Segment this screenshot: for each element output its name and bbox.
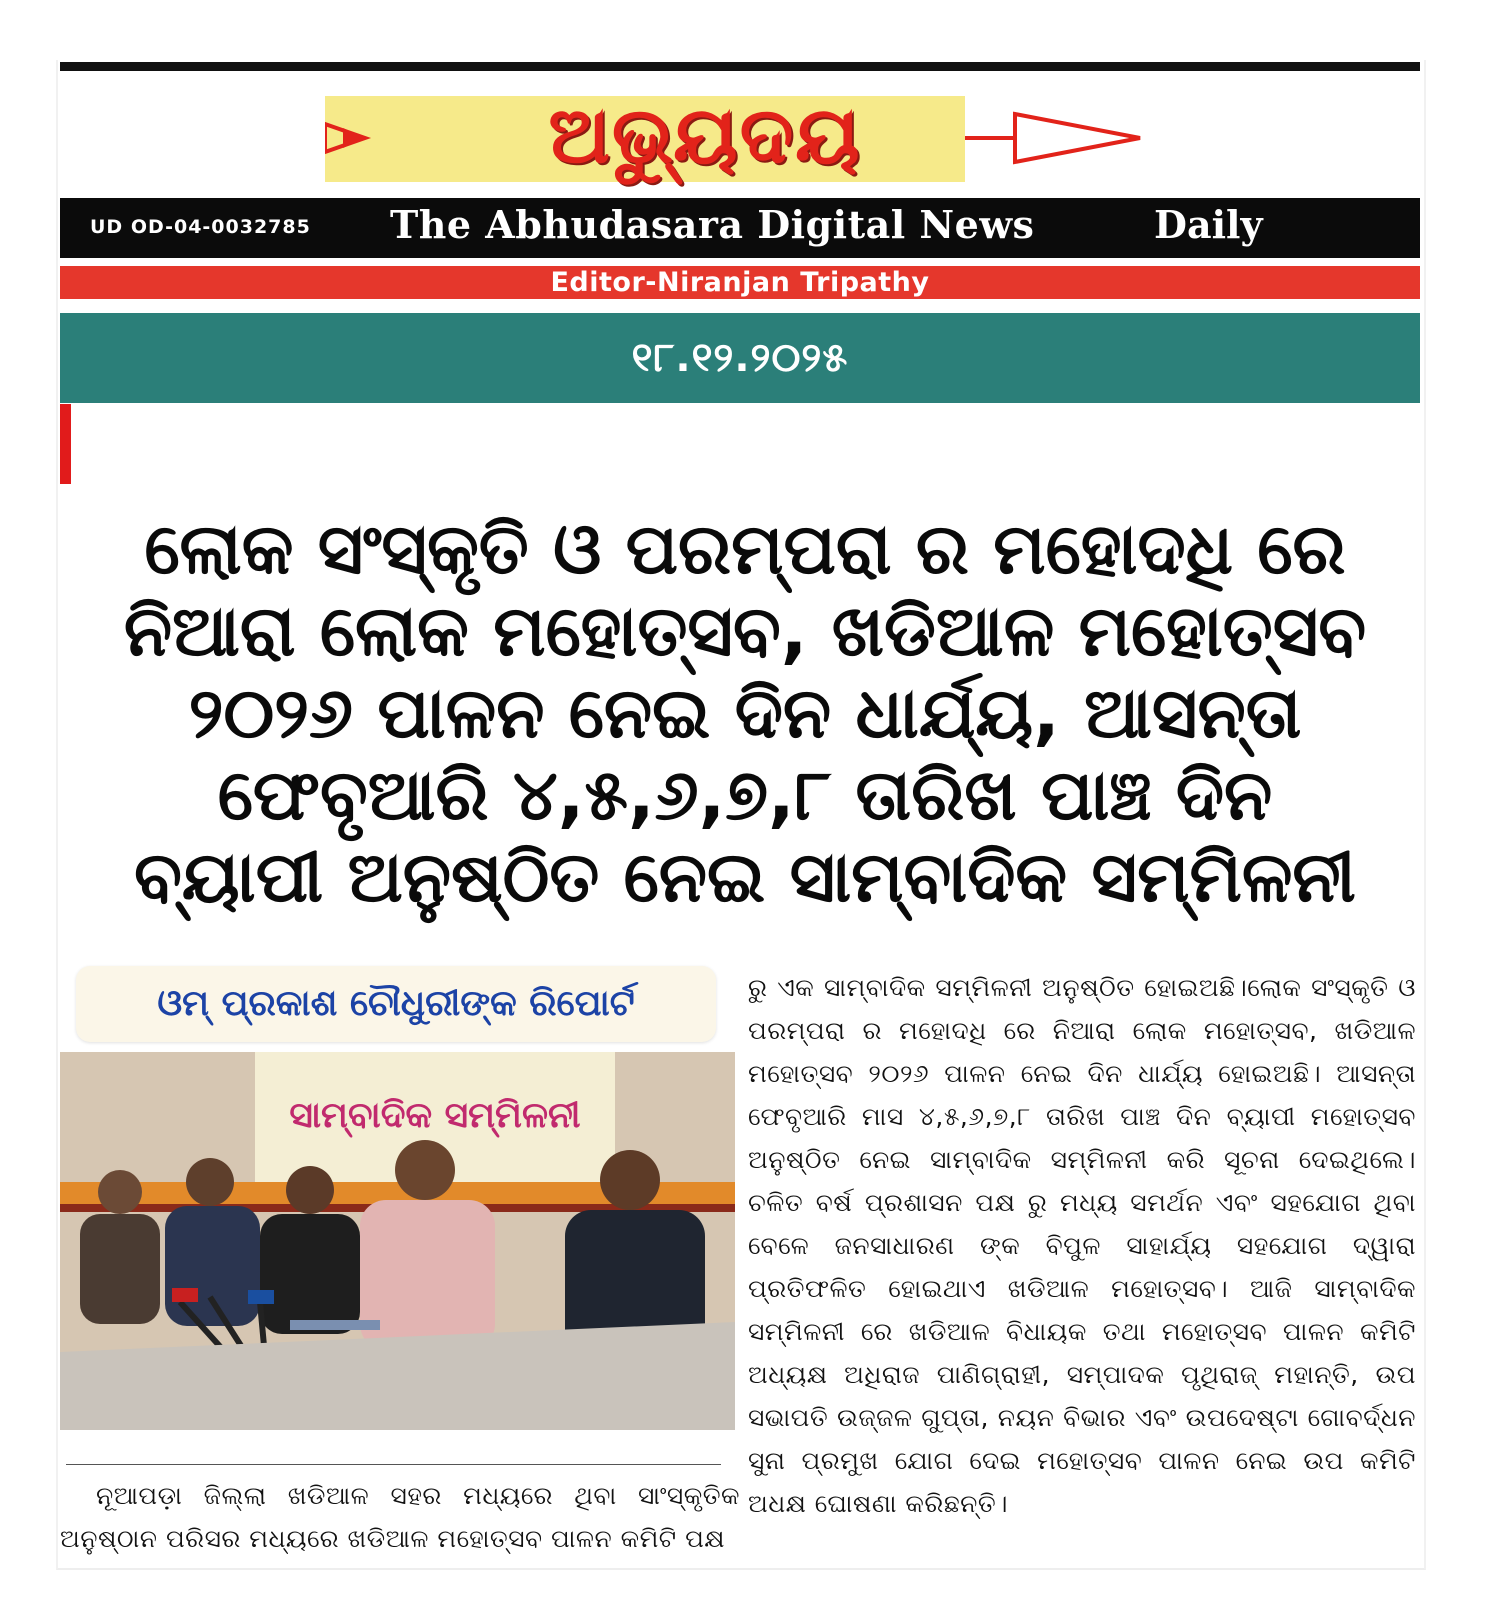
photo-banner-text: ସାମ୍ବାଦିକ ସମ୍ମିଳନୀ [289,1095,581,1136]
editor-bar [60,266,1420,299]
column-rule [66,1464,721,1465]
byline: ଓମ୍ ପ୍ରକାଶ ଚୌଧୁରୀଙ୍କ ରିପୋର୍ଟ [157,983,635,1024]
headline-line: ବ୍ୟାପୀ ଅନୁଷ୍ଠିତ ନେଇ ସାମ୍ବାଦିକ ସମ୍ମିଳନୀ [134,836,1356,918]
headline-line: ଫେବୃଆରି ୪,୫,୬,୭,୮ ତାରିଖ ପାଞ୍ଚ ଦିନ [217,754,1273,836]
headline-line: ୨୦୨୬ ପାଳନ ନେଇ ଦିନ ଧାର୍ଯ୍ୟ, ଆସନ୍ତା [188,672,1302,754]
headline-line: ଲୋକ ସଂସ୍କୃତି ଓ ପରମ୍ପରା ର ମହୋଦଧି ରେ [144,508,1346,590]
date-bar [60,313,1420,403]
masthead-logo [325,80,1165,194]
editor-name: Editor-Niranjan Tripathy [550,267,930,298]
logo-text: ଅଭ୍ୟୁଦୟ [548,90,862,181]
headline-line: ନିଆରା ଲୋକ ମହୋତ୍ସବ, ଖଡିଆଳ ମହୋତ୍ସବ [123,590,1367,672]
publication-frequency: Daily [1154,202,1263,247]
article-body-left: ନୂଆପଡ଼ା ଜିଲ୍ଲା ଖଡିଆଳ ସହର ମଧ୍ୟରେ ଥିବା ସାଂସ୍କୃତିକ ଅନୁଷ୍ଠାନ ପରିସର ମଧ୍ୟରେ ଖଡିଆଳ ମହୋତ୍ସବ ପାଳନ କମିଟି ପକ୍ଷ [60,1481,740,1553]
section-marker [60,404,71,484]
headline [70,508,1420,918]
article-body-right: ରୁ ଏକ ସାମ୍ବାଦିକ ସମ୍ମିଳନୀ ଅନୁଷ୍ଠିତ ହୋଇଅଛି।ଲୋକ ସଂସ୍କୃତି ଓ ପରମ୍ପରା ର ମହୋଦଧି ରେ ନିଆରା ଲୋକ ମହୋତ୍ସବ, ଖଡିଆଳ ମହୋତ୍ସବ ୨୦୨୬ ପାଳନ ନେଇ ଦିନ ଧାର୍ଯ୍ୟ ହୋଇଅଛି। ଆସନ୍ତା ଫେବୃଆରି ମାସ ୪,୫,୬,୭,୮ ତାରିଖ ପାଞ୍ଚ ଦିନ ବ୍ୟାପୀ ମହୋତ୍ସବ ଅନୁଷ୍ଠିତ ନେଇ ସାମ୍ବାଦିକ ସମ୍ମିଳନୀ କରି ସୂଚନା ଦେଇଥିଲେ। ଚଳିତ ବର୍ଷ ପ୍ରଶାସନ ପକ୍ଷ ରୁ ମଧ୍ୟ ସମର୍ଥନ ଏବଂ ସହଯୋଗ ଥିବା ବେଳେ ଜନସାଧାରଣ ଙ୍କ ବିପୁଳ ସାହାର୍ଯ୍ୟ ସହଯୋଗ ଦ୍ୱାରା ପ୍ରତିଫଳିତ ହୋଇଥାଏ ଖଡିଆଳ ମହୋତ୍ସବ। ଆଜି ସାମ୍ବାଦିକ ସମ୍ମିଳନୀ ରେ ଖଡିଆଳ ବିଧାୟକ ତଥା ମହୋତ୍ସବ ପାଳନ କମିଟି ଅଧ୍ୟକ୍ଷ ଅଧିରାଜ ପାଣିଗ୍ରାହୀ, ସମ୍ପାଦକ ପୃଥିରାଜ୍ ମହାନ୍ତି, ଉପ ସଭାପତି ଉଜ୍ଜଳ ଗୁପ୍ତା, ନୟନ ବିଭାର ଏବଂ ଉପଦେଷ୍ଟା ଗୋବର୍ଦ୍ଧନ ସୁନା ପ୍ରମୁଖ ଯୋଗ ଦେଇ ମହୋତ୍ସବ ପାଳନ ନେଇ ଉପ କମିଟି ଅଧକ୍ଷ ଘୋଷଣା କରିଛନ୍ତି। [748,973,1416,1518]
publication-name: The Abhudasara Digital News [390,202,1035,247]
issue-date: ୧୮.୧୨.୨୦୨୫ [631,335,849,381]
press-conference-photo [60,1052,735,1430]
byline-box [76,966,716,1042]
registration-number: UD OD-04-0032785 [90,216,311,238]
publication-bar [60,198,1420,258]
